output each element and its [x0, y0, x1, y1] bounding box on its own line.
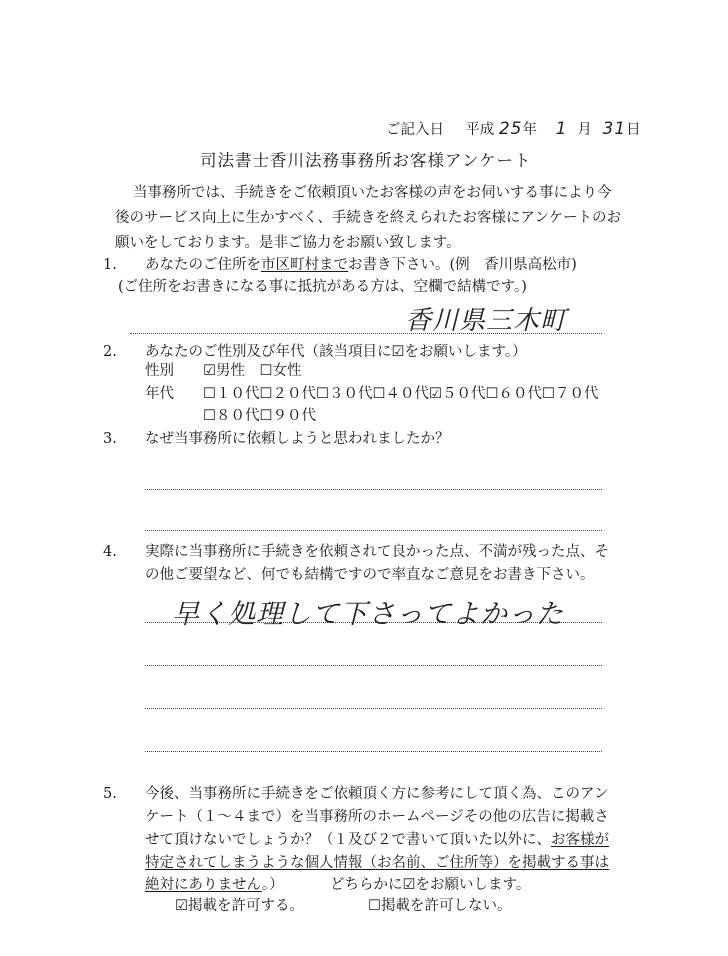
q3-question: なぜ当事務所に依頼しようと思われましたか？: [145, 431, 450, 447]
q4-answer-line-4: [145, 751, 602, 752]
date-day-suffix: 日: [626, 122, 641, 138]
q2-question: あなたのご性別及び年代（該当項目に☑をお願いします。）: [145, 344, 527, 360]
q2-gender-options[interactable]: ☑男性 ☐女性: [203, 363, 302, 379]
q2-age-label: 年代: [145, 386, 174, 402]
q3-answer-line-2: [145, 530, 602, 531]
q2-gender-label: 性別: [145, 363, 174, 379]
q1-number: 1.: [103, 257, 117, 273]
q5-line-1: 今後、当事務所に手続きをご依頼頂く方に参考にして頂く為、このアン: [145, 786, 609, 802]
date-era: 平成: [465, 122, 495, 138]
q4-number: 4.: [103, 544, 117, 560]
date-year-suffix: 年: [522, 122, 537, 138]
intro-line-2: 後のサービス向上に生かすべく、手続きを終えられたお客様にアンケートのお: [115, 210, 622, 226]
q4-question-line-2: の他ご要望など、何でも結構ですので率直なご意見をお書き下さい。: [145, 567, 595, 583]
q1-answer: 香川県三木町: [405, 306, 568, 336]
date-day: 31: [602, 119, 627, 139]
q4-answer: 早く処理して下さってよかった: [172, 599, 564, 630]
q5-option-allow[interactable]: ☑掲載を許可する。: [175, 898, 304, 914]
q1-text-underlined: 市区町村まで: [261, 257, 348, 273]
q2-number: 2.: [103, 344, 117, 360]
q2-age-options-row2[interactable]: ☐８０代☐９０代: [203, 408, 316, 424]
q5-line-2: ケート（１～４まで）を当事務所のホームページその他の広告に掲載さ: [145, 809, 609, 825]
intro-line-1: 当事務所では、手続きをご依頼頂いたお客様の声をお伺いする事により今: [133, 185, 612, 201]
q5-line-3-text: せて頂けないでしょうか？（１及び２で書いて頂いた以外に、: [145, 832, 551, 848]
q1-text-b: お書き下さい。(例 香川県高松市): [348, 257, 577, 273]
date-year: 25: [498, 119, 523, 139]
q5-number: 5.: [103, 786, 117, 802]
q5-line-3: [145, 831, 609, 849]
date-month: 1: [555, 119, 568, 139]
q1-note: (ご住所をお書きになる事に抵抗がある方は、空欄で結構です。): [118, 279, 527, 295]
q4-answer-line-2: [145, 665, 602, 666]
date-month-suffix: 月: [577, 122, 592, 138]
intro-line-3: 願いをしております。是非ご協力をお願い致します。: [115, 235, 461, 251]
q5-line-5-underlined: 絶対にありません: [145, 877, 262, 893]
q5-line-3-underlined: お客様が: [551, 832, 609, 848]
date-line: [386, 120, 641, 139]
q5-line-5-text: 。）: [261, 877, 284, 893]
q4-question-line-1: 実際に当事務所に手続きを依頼されて良かった点、不満が残った点、そ: [145, 544, 609, 560]
q5-line-5: [145, 876, 284, 894]
q3-number: 3.: [103, 431, 117, 447]
q5-instruction: どちらかに☑をお願いします。: [330, 877, 531, 893]
page-title: 司法書士香川法務事務所お客様アンケート: [200, 151, 532, 170]
q2-age-options-row1[interactable]: ☐１０代☐２０代☐３０代☐４０代☑５０代☐６０代☐７０代: [203, 386, 599, 402]
q5-line-4: 特定されてしまうような個人情報（お名前、ご住所等）を掲載する事は: [145, 855, 609, 871]
date-label: ご記入日: [386, 122, 444, 138]
q1-text-a: あなたのご住所を: [145, 257, 261, 273]
q1-answer-line: [130, 333, 602, 334]
q4-answer-line-3: [145, 708, 602, 709]
q4-answer-line-1: [145, 622, 602, 623]
q3-answer-line-1: [145, 489, 602, 490]
q1-question: [145, 256, 577, 274]
q5-option-deny[interactable]: ☐掲載を許可しない。: [368, 898, 512, 914]
